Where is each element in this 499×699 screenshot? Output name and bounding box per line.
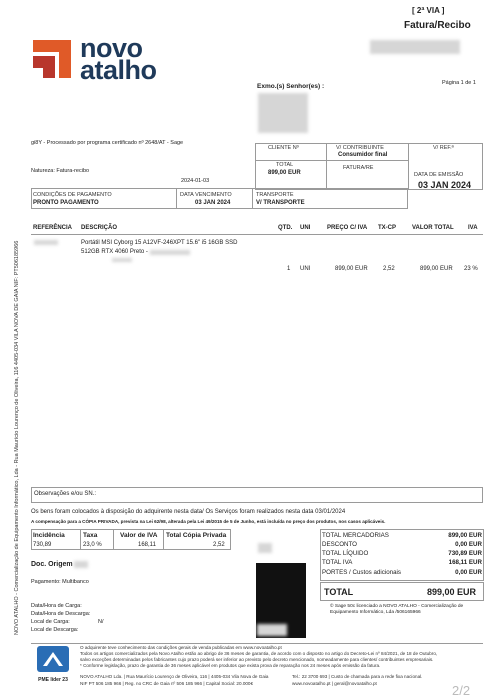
tax-head-copia: Total Cópia Privada bbox=[166, 532, 227, 539]
redacted-desc-2 bbox=[112, 258, 132, 262]
doc-title: Fatura/Recibo bbox=[404, 20, 471, 31]
emissao-value: 03 JAN 2024 bbox=[418, 180, 472, 190]
disposal-line: Os bens foram colocados à disposição do adquirente nesta data/ Os Serviços foram realizados nesta data 03/01/2024 bbox=[31, 509, 346, 515]
page-mark: 2/2 bbox=[452, 683, 471, 698]
sage-line1: © Sage 50c licenciado a NOVO ATALHO - Comercialização de bbox=[330, 604, 464, 609]
item-valor: 899,00 EUR bbox=[420, 266, 453, 272]
contribuinte-label: V/ CONTRIBUINTE bbox=[336, 145, 384, 151]
brand-logo-mark bbox=[31, 40, 73, 80]
col-iva: IVA bbox=[468, 225, 478, 231]
total-row-portes: PORTES / Custos adicionais 0,00 EUR bbox=[322, 569, 482, 576]
col-qtd: QTD. bbox=[278, 225, 293, 231]
total-row-liquido: TOTAL LÍQUIDO 730,89 EUR bbox=[322, 550, 482, 557]
contact-line: Tel.: 22 3700 693 | Custo de chamada para a rede fixa nacional. bbox=[292, 674, 423, 679]
item-qtd: 1 bbox=[287, 266, 291, 272]
transporte-label: TRANSPORTE bbox=[256, 192, 294, 198]
tax-val-copia: 2,52 bbox=[213, 542, 225, 548]
total-box-value: 899,00 EUR bbox=[268, 170, 301, 176]
pme-lider-badge bbox=[33, 646, 73, 682]
pme-label: PME líder 23 bbox=[38, 677, 68, 683]
descarga-date-label: Data/Hora de Descarga: bbox=[31, 611, 91, 617]
vencimento-value: 03 JAN 2024 bbox=[195, 200, 231, 206]
grand-total-label: TOTAL bbox=[324, 587, 354, 597]
copia-line: A compensação para a CÓPIA PRIVADA, prevista na Lei 62/98, alterada pela Lei 49/2015 de 5 de Junho, está incluída no preço dos produtos, nos casos aplicáveis. bbox=[31, 519, 386, 524]
item-preco: 899,00 EUR bbox=[335, 266, 368, 272]
redacted-ref bbox=[34, 240, 58, 245]
col-uni: UNI bbox=[300, 225, 311, 231]
nature-label: Natureza: Fatura-recibo bbox=[31, 168, 90, 174]
col-preco: PREÇO C/ IVA bbox=[327, 225, 368, 231]
col-valor: VALOR TOTAL bbox=[412, 225, 454, 231]
customer-label: Exmo.(s) Senhor(es) : bbox=[257, 83, 325, 90]
payment-line: Pagamento: Multibanco bbox=[31, 579, 89, 585]
total-row-desconto: DESCONTO 0,00 EUR bbox=[322, 541, 482, 548]
carga-date-label: Data/Hora de Carga: bbox=[31, 603, 82, 609]
redacted-small bbox=[258, 543, 272, 553]
observacoes-box bbox=[31, 487, 483, 503]
col-tx: TX-CP bbox=[378, 225, 396, 231]
descarga-local-label: Local de Descarga: bbox=[31, 627, 79, 633]
total-box-label: TOTAL bbox=[276, 162, 294, 168]
transporte-value: V/ TRANSPORTE bbox=[256, 200, 305, 206]
observacoes-label: Observações e/ou SN.: bbox=[34, 491, 97, 497]
contact-line2: www.novoatalho.pt | geral@novoatalho.pt bbox=[292, 681, 377, 686]
tax-head-taxa: Taxa bbox=[83, 532, 98, 539]
redacted-origem bbox=[74, 561, 88, 568]
page-label: Página 1 de 1 bbox=[442, 80, 476, 86]
cliente-label: CLIENTE Nº bbox=[268, 145, 299, 151]
company-line: NOVO ATALHO Lda. | Rua Maurício Lourenço de Oliveira, 116 | 4405-034 Vila Nova de Gaia bbox=[80, 674, 269, 679]
ref-label: V/ REF.ª bbox=[433, 145, 454, 151]
redacted-small-2 bbox=[257, 624, 287, 636]
side-legal-text: NOVO ATALHO - Comercialização de Equipamento Informático, Lda - Rua Maurício Lourenço de Oliveira, 116 4405-034 VILA NOVA DE GAIA NIF: PT506185966 bbox=[14, 240, 20, 635]
tax-val-valor: 168,11 bbox=[138, 542, 156, 548]
pagamento-label: CONDIÇÕES DE PAGAMENTO bbox=[33, 192, 112, 198]
tax-head-valor: Valor de IVA bbox=[120, 532, 158, 539]
sage-line2: Equipamento Informático, Lda /506165966 bbox=[330, 610, 421, 615]
warranty-text: O adquirente teve conhecimento das condições gerais de venda publicadas em www.novoatalho.pt Todos os artigos comercializados pela Novo Atalho estão ao abrigo de 36 meses de garantia, de acordo com o disposto no artigo do Decreto-Lei nº 84/2021, de 18 de Outubro, salvo exceções determinadas pelos fabricantes cujo prazo poderá ser inferior ao previsto pelo decreto mencionado, nomeadamente para clientes/ contribuintes empresariais. * Conforme legislação, prazo de garantia de 36 meses aplicável em produtos que exista prova de reparação nos 24 meses após emissão da fatura. bbox=[80, 645, 438, 668]
emissao-label: DATA DE EMISSÃO bbox=[414, 172, 464, 178]
redacted-desc bbox=[150, 250, 190, 255]
total-row-iva: TOTAL IVA 168,11 EUR bbox=[322, 559, 482, 566]
copy-label: [ 2ª VIA ] bbox=[412, 6, 445, 15]
item-desc-line1: Portátil MSI Cyborg 15 A12VF-246XPT 15.6" i5 16GB SSD bbox=[81, 240, 238, 246]
cert-line: gi8Y - Processado por programa certificado nº 2648/AT - Sage bbox=[31, 140, 184, 146]
doc-origem-label: Doc. Origem bbox=[31, 561, 73, 568]
redacted-customer-address bbox=[258, 93, 308, 133]
item-desc-line2: 512GB RTX 4060 Preto - bbox=[81, 249, 148, 255]
tax-val-taxa: 23,0 % bbox=[83, 542, 102, 548]
fatura-label: FATURA/RE bbox=[343, 165, 374, 171]
brand-name-line2: atalho bbox=[80, 55, 157, 85]
carga-local-value: N/ bbox=[98, 619, 104, 625]
redacted-header bbox=[370, 40, 460, 54]
company-line2: NIF PT 506 185 966 | Reg. no CRC de Gaia nº 506 185 966 | Capital Social: 20.000€ bbox=[80, 681, 254, 686]
grand-total-value: 899,00 EUR bbox=[427, 587, 477, 597]
item-iva: 23 % bbox=[464, 266, 478, 272]
col-ref: REFERÊNCIA bbox=[33, 225, 73, 231]
pagamento-value: PRONTO PAGAMENTO bbox=[33, 200, 99, 206]
vencimento-label: DATA VENCIMENTO bbox=[180, 192, 232, 198]
tax-head-incidencia: Incidência bbox=[33, 532, 65, 539]
contribuinte-value: Consumidor final bbox=[338, 152, 388, 158]
col-desc: DESCRIÇÃO bbox=[81, 225, 118, 231]
item-uni: UNI bbox=[300, 266, 311, 272]
carga-local-label: Local de Carga: bbox=[31, 619, 70, 625]
tax-val-incidencia: 730,89 bbox=[33, 542, 52, 548]
total-row-mercadorias: TOTAL MERCADORIAS 899,00 EUR bbox=[322, 532, 482, 539]
doc-date: 2024-01-03 bbox=[181, 178, 210, 184]
brand-name-line1: novo bbox=[80, 33, 143, 63]
item-tx: 2,52 bbox=[383, 266, 395, 272]
